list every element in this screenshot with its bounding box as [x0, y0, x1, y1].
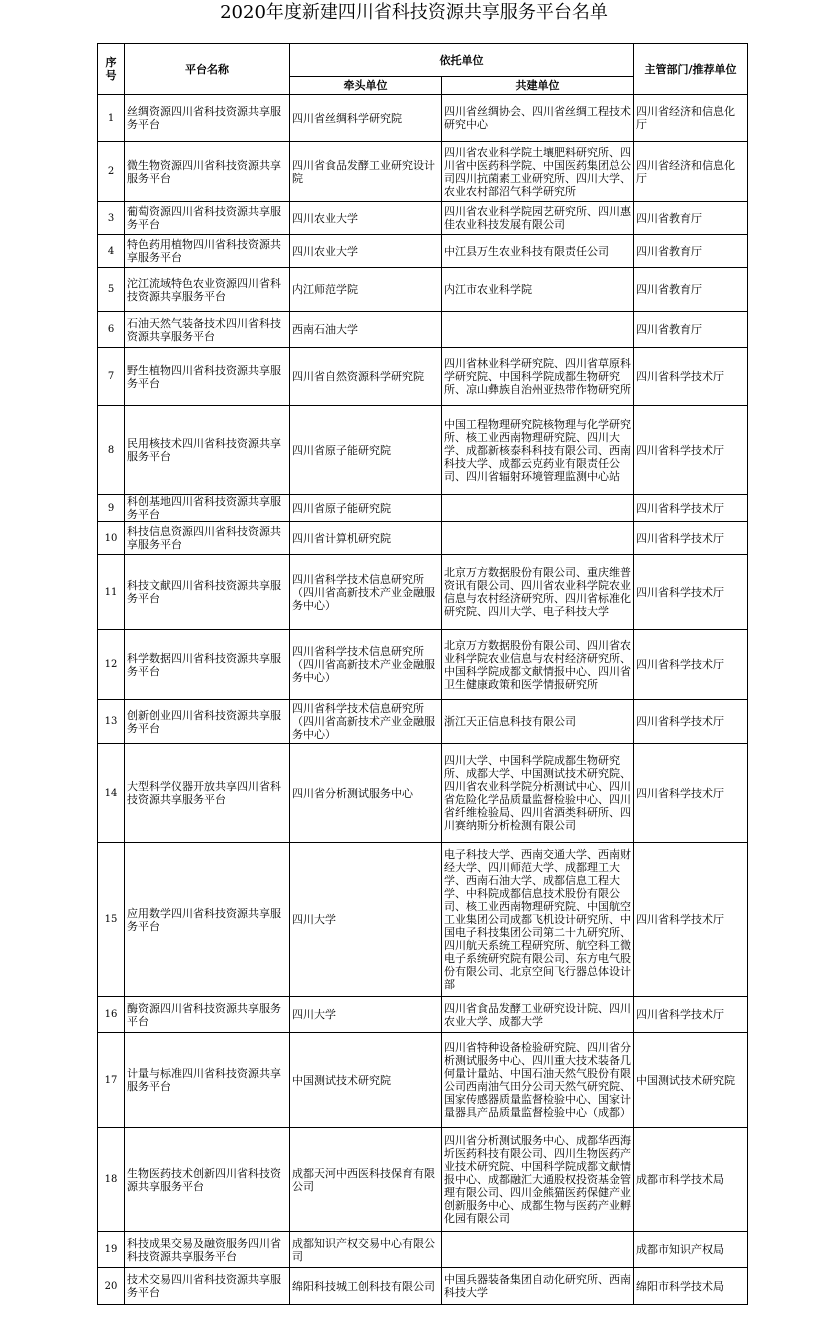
co-build-unit-cell: 中国工程物理研究院核物理与化学研究所、核工业西南物理研究院、四川大学、成都新核泰科科技有限公司、西南科技大学、成都云克药业有限责任公司、四川省辐射环境管理监测中心站 — [442, 406, 634, 495]
department-cell: 四川省科学技术厅 — [634, 997, 748, 1033]
co-build-unit-cell: 四川省丝绸协会、四川省丝绸工程技术研究中心 — [442, 95, 634, 142]
lead-unit-cell: 四川省计算机研究院 — [290, 522, 442, 555]
department-cell: 四川省科学技术厅 — [634, 522, 748, 555]
header-seq-bottom: 号 — [105, 69, 117, 82]
row-number: 4 — [98, 235, 125, 268]
row-number: 1 — [98, 95, 125, 142]
header-seq — [98, 44, 125, 95]
row-number: 9 — [98, 495, 125, 522]
header-platform-name: 平台名称 — [125, 44, 290, 95]
platform-name-cell: 应用数学四川省科技资源共享服务平台 — [125, 843, 290, 997]
row-number: 19 — [98, 1232, 125, 1268]
row-number: 2 — [98, 142, 125, 202]
lead-unit-cell: 四川大学 — [290, 997, 442, 1033]
table-row — [98, 1232, 748, 1268]
table-row — [98, 202, 748, 235]
platform-name-cell: 丝绸资源四川省科技资源共享服务平台 — [125, 95, 290, 142]
department-cell: 四川省科学技术厅 — [634, 406, 748, 495]
lead-unit-cell: 四川省原子能研究院 — [290, 406, 442, 495]
row-number: 3 — [98, 202, 125, 235]
platform-name-cell: 民用核技术四川省科技资源共享服务平台 — [125, 406, 290, 495]
department-cell: 四川省教育厅 — [634, 235, 748, 268]
platform-table — [97, 43, 748, 1305]
header-seq-top: 序 — [105, 56, 117, 69]
platform-name-cell: 生物医药技术创新四川省科技资源共享服务平台 — [125, 1128, 290, 1232]
row-number: 8 — [98, 406, 125, 495]
co-build-unit-cell: 浙江天正信息科技有限公司 — [442, 700, 634, 744]
lead-unit-cell: 四川省科学技术信息研究所（四川省高新技术产业金融服务中心） — [290, 630, 442, 700]
lead-unit-cell: 四川大学 — [290, 843, 442, 997]
co-build-unit-cell: 四川省特种设备检验研究院、四川省分析测试服务中心、四川重大技术装备几何量计量站、中国石油天然气股份有限公司西南油气田分公司天然气研究院、国家传感器质量监督检验中心、国家计量器具产品质量监督检验中心（成都） — [442, 1033, 634, 1128]
row-number: 17 — [98, 1033, 125, 1128]
co-build-unit-cell: 四川省农业科学院土壤肥料研究所、四川省中医药科学院、中国医药集团总公司四川抗菌素工业研究所、四川大学、农业农村部沼气科学研究所 — [442, 142, 634, 202]
lead-unit-cell: 四川省原子能研究院 — [290, 495, 442, 522]
department-cell: 四川省教育厅 — [634, 312, 748, 348]
table-row — [98, 235, 748, 268]
co-build-unit-cell: 内江市农业科学院 — [442, 268, 634, 312]
co-build-unit-cell — [442, 495, 634, 522]
row-number: 12 — [98, 630, 125, 700]
department-cell: 四川省科学技术厅 — [634, 843, 748, 997]
co-build-unit-cell: 中江县万生农业科技有限责任公司 — [442, 235, 634, 268]
table-row — [98, 1033, 748, 1128]
table-header — [98, 44, 748, 95]
co-build-unit-cell: 四川省分析测试服务中心、成都华西海圻医药科技有限公司、四川生物医药产业技术研究院、中国科学院成都文献情报中心、成都融汇大通股权投资基金管理有限公司、四川金熊猫医药保健产业创新服务中心、成都生物与医药产业孵化园有限公司 — [442, 1128, 634, 1232]
co-build-unit-cell: 北京万方数据股份有限公司、四川省农业科学院农业信息与农村经济研究所、中国科学院成都文献情报中心、四川省卫生健康政策和医学情报研究所 — [442, 630, 634, 700]
header-department: 主管部门/推荐单位 — [634, 44, 748, 95]
table-row — [98, 700, 748, 744]
department-cell: 成都市科学技术局 — [634, 1128, 748, 1232]
platform-name-cell: 创新创业四川省科技资源共享服务平台 — [125, 700, 290, 744]
co-build-unit-cell — [442, 1232, 634, 1268]
platform-name-cell: 科技成果交易及融资服务四川省科技资源共享服务平台 — [125, 1232, 290, 1268]
department-cell: 成都市知识产权局 — [634, 1232, 748, 1268]
table-row — [98, 268, 748, 312]
co-build-unit-cell: 北京万方数据股份有限公司、重庆维普资讯有限公司、四川省农业科学院农业信息与农村经济研究所、四川省标准化研究院、四川大学、电子科技大学 — [442, 555, 634, 630]
table-row — [98, 522, 748, 555]
platform-name-cell: 科学数据四川省科技资源共享服务平台 — [125, 630, 290, 700]
platform-name-cell: 科技信息资源四川省科技资源共享服务平台 — [125, 522, 290, 555]
header-co-build-unit: 共建单位 — [442, 77, 634, 95]
row-number: 7 — [98, 348, 125, 406]
row-number: 14 — [98, 744, 125, 843]
lead-unit-cell: 四川省食品发酵工业研究设计院 — [290, 142, 442, 202]
table-row — [98, 348, 748, 406]
row-number: 11 — [98, 555, 125, 630]
platform-name-cell: 野生植物四川省科技资源共享服务平台 — [125, 348, 290, 406]
table-row — [98, 406, 748, 495]
co-build-unit-cell: 四川省林业科学研究院、四川省草原科学研究院、中国科学院成都生物研究所、凉山彝族自治州亚热带作物研究所 — [442, 348, 634, 406]
department-cell: 四川省教育厅 — [634, 202, 748, 235]
department-cell: 四川省科学技术厅 — [634, 555, 748, 630]
lead-unit-cell: 四川农业大学 — [290, 202, 442, 235]
lead-unit-cell: 西南石油大学 — [290, 312, 442, 348]
lead-unit-cell: 四川省丝绸科学研究院 — [290, 95, 442, 142]
department-cell: 四川省科学技术厅 — [634, 630, 748, 700]
platform-name-cell: 微生物资源四川省科技资源共享服务平台 — [125, 142, 290, 202]
row-number: 16 — [98, 997, 125, 1033]
table-row — [98, 1128, 748, 1232]
table-row — [98, 630, 748, 700]
table-row — [98, 555, 748, 630]
platform-name-cell: 沱江流域特色农业资源四川省科技资源共享服务平台 — [125, 268, 290, 312]
lead-unit-cell: 成都知识产权交易中心有限公司 — [290, 1232, 442, 1268]
co-build-unit-cell — [442, 312, 634, 348]
department-cell: 中国测试技术研究院 — [634, 1033, 748, 1128]
lead-unit-cell: 内江师范学院 — [290, 268, 442, 312]
platform-name-cell: 酶资源四川省科技资源共享服务平台 — [125, 997, 290, 1033]
lead-unit-cell: 四川省分析测试服务中心 — [290, 744, 442, 843]
lead-unit-cell: 四川农业大学 — [290, 235, 442, 268]
table-row — [98, 1268, 748, 1305]
row-number: 18 — [98, 1128, 125, 1232]
table-row — [98, 744, 748, 843]
co-build-unit-cell: 四川大学、中国科学院成都生物研究所、成都大学、中国测试技术研究院、四川省农业科学院分析测试中心、四川省危险化学品质量监督检验中心、四川省纤维检验局、四川省酒类科研所、四川赛纳斯分析检测有限公司 — [442, 744, 634, 843]
co-build-unit-cell: 四川省农业科学院园艺研究所、四川惠佳农业科技发展有限公司 — [442, 202, 634, 235]
lead-unit-cell: 绵阳科技城工创科技有限公司 — [290, 1268, 442, 1305]
lead-unit-cell: 中国测试技术研究院 — [290, 1033, 442, 1128]
document-title: 2020年度新建四川省科技资源共享服务平台名单 — [220, 2, 608, 23]
row-number: 20 — [98, 1268, 125, 1305]
platform-name-cell: 葡萄资源四川省科技资源共享服务平台 — [125, 202, 290, 235]
table-row — [98, 142, 748, 202]
co-build-unit-cell: 电子科技大学、西南交通大学、西南财经大学、四川师范大学、成都理工大学、西南石油大学、成都信息工程大学、中科院成都信息技术股份有限公司、核工业西南物理研究院、中国航空工业集团公司成都飞机设计研究所、中国电子科技集团公司第二十九研究所、四川航天系统工程研究所、航空科工微电子系统研究院有限公司、东方电气股份有限公司、北京空间飞行器总体设计部 — [442, 843, 634, 997]
row-number: 6 — [98, 312, 125, 348]
header-lead-unit: 牵头单位 — [290, 77, 442, 95]
department-cell: 四川省科学技术厅 — [634, 348, 748, 406]
department-cell: 四川省教育厅 — [634, 268, 748, 312]
table-row — [98, 843, 748, 997]
department-cell: 绵阳市科学技术局 — [634, 1268, 748, 1305]
header-host-unit: 依托单位 — [290, 44, 634, 77]
department-cell: 四川省经济和信息化厅 — [634, 142, 748, 202]
co-build-unit-cell: 中国兵器装备集团自动化研究所、西南科技大学 — [442, 1268, 634, 1305]
platform-name-cell: 技术交易四川省科技资源共享服务平台 — [125, 1268, 290, 1305]
department-cell: 四川省科学技术厅 — [634, 700, 748, 744]
table-body — [98, 95, 748, 1305]
platform-name-cell: 特色药用植物四川省科技资源共享服务平台 — [125, 235, 290, 268]
table-row — [98, 95, 748, 142]
department-cell: 四川省科学技术厅 — [634, 744, 748, 843]
row-number: 5 — [98, 268, 125, 312]
row-number: 15 — [98, 843, 125, 997]
lead-unit-cell: 四川省自然资源科学研究院 — [290, 348, 442, 406]
platform-name-cell: 大型科学仪器开放共享四川省科技资源共享服务平台 — [125, 744, 290, 843]
lead-unit-cell: 四川省科学技术信息研究所（四川省高新技术产业金融服务中心） — [290, 700, 442, 744]
platform-name-cell: 石油天然气装备技术四川省科技资源共享服务平台 — [125, 312, 290, 348]
department-cell: 四川省经济和信息化厅 — [634, 95, 748, 142]
row-number: 10 — [98, 522, 125, 555]
platform-name-cell: 科创基地四川省科技资源共享服务平台 — [125, 495, 290, 522]
table-row — [98, 997, 748, 1033]
co-build-unit-cell: 四川省食品发酵工业研究设计院、四川农业大学、成都大学 — [442, 997, 634, 1033]
row-number: 13 — [98, 700, 125, 744]
table-row — [98, 495, 748, 522]
department-cell: 四川省科学技术厅 — [634, 495, 748, 522]
lead-unit-cell: 四川省科学技术信息研究所（四川省高新技术产业金融服务中心） — [290, 555, 442, 630]
co-build-unit-cell — [442, 522, 634, 555]
platform-name-cell: 计量与标准四川省科技资源共享服务平台 — [125, 1033, 290, 1128]
lead-unit-cell: 成都天河中西医科技保育有限公司 — [290, 1128, 442, 1232]
table-row — [98, 312, 748, 348]
platform-name-cell: 科技文献四川省科技资源共享服务平台 — [125, 555, 290, 630]
